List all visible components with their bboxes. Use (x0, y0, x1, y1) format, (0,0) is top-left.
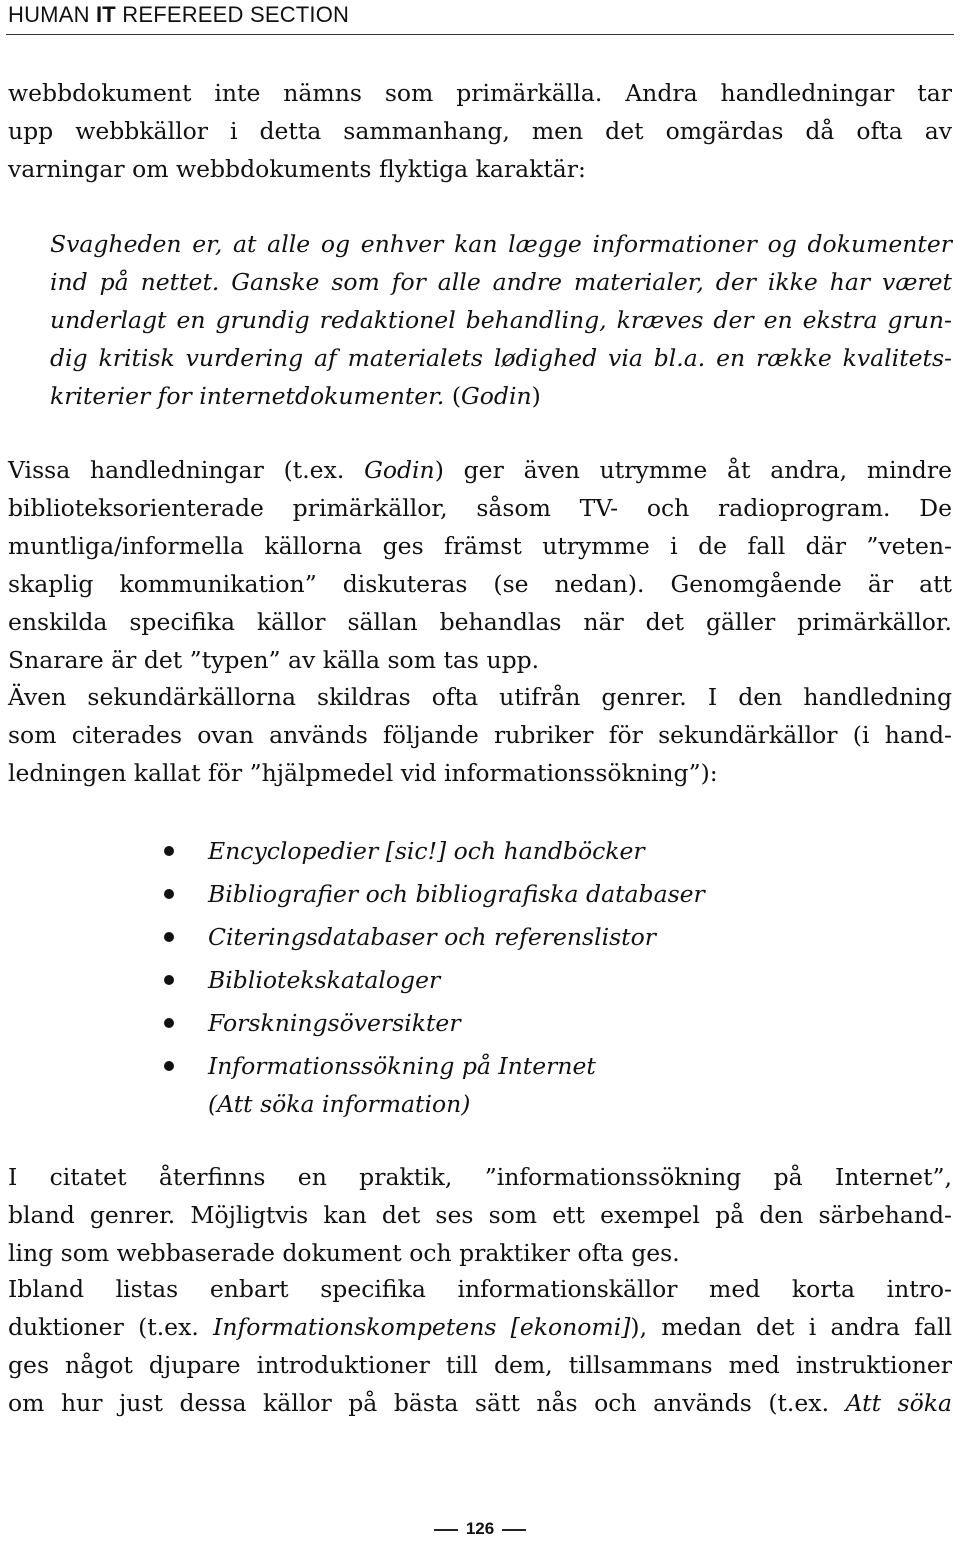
text-line: som citerades ovan används följande rubriker för sekundärkällor (i hand- (8, 721, 952, 749)
footer-rule-right (502, 1529, 526, 1531)
bullet-icon (164, 1061, 174, 1071)
text-line: upp webbkällor i detta sammanhang, men det omgärdas då ofta av (8, 117, 952, 145)
text-run: ), medan det i andra fall (630, 1313, 952, 1341)
list-item (0, 1049, 960, 1087)
bullet-icon (164, 1018, 174, 1028)
text-run: ) ger även utrymme åt andra, mindre (434, 456, 952, 484)
author-ref: Godin (364, 456, 435, 484)
page-number: 126 (465, 1519, 495, 1538)
list-item (0, 920, 960, 963)
paragraph-4 (8, 1158, 952, 1272)
header-prefix: HUMAN (8, 2, 96, 27)
list-item-continuation (0, 1087, 960, 1130)
text-line: ges något djupare introduktioner till dem, tillsammans med instruktioner (8, 1351, 952, 1379)
text-line (8, 1384, 952, 1422)
text-line: webbdokument inte nämns som primärkälla. Andra handledningar tar (8, 79, 952, 107)
text-line (8, 451, 952, 489)
cite-open: ( (444, 382, 461, 410)
header-it: IT (95, 2, 116, 27)
header-suffix: REFEREED SECTION (115, 2, 350, 27)
text-line: ling som webbaserade dokument och praktiker ofta ges. (8, 1239, 680, 1267)
list-item (0, 834, 960, 877)
text-line (8, 1308, 952, 1346)
paragraph-1 (8, 74, 952, 188)
bullet-icon (164, 975, 174, 985)
paragraph-2 (8, 451, 952, 679)
text-line: skaplig kommunikation” diskuteras (se nedan). Genomgående är att (8, 570, 952, 598)
header-rule (6, 34, 954, 35)
quote-line: Svagheden er, at alle og enhver kan lægge informationer og dokumenter (50, 230, 952, 258)
quote-line: dig kritisk vurdering af materialets lødighed via bl.a. en række kvalitets- (50, 344, 952, 372)
list-item-text: Bibliotekskataloger (208, 966, 441, 994)
block-quote (50, 225, 952, 415)
source-ref: Informationskompetens [ekonomi] (213, 1313, 631, 1341)
text-run: duktioner (t.ex. (8, 1313, 214, 1341)
list-item (0, 1006, 960, 1049)
list-item-text: Encyclopedier [sic!] och handböcker (208, 837, 645, 865)
genre-list (0, 834, 960, 1130)
text-line: biblioteksorienterade primärkällor, såsom TV- och radioprogram. De (8, 494, 952, 522)
bullet-icon (164, 889, 174, 899)
source-ref: Att söka (845, 1389, 952, 1417)
text-line: I citatet återfinns en praktik, ”informationssökning på Internet”, (8, 1163, 952, 1191)
text-line: muntliga/informella källorna ges främst utrymme i de fall där ”veten- (8, 532, 952, 560)
list-item (0, 877, 960, 920)
text-line: Snarare är det ”typen” av källa som tas upp. (8, 646, 540, 674)
list-item-text: Citeringsdatabaser och referenslistor (208, 923, 656, 951)
running-header (8, 2, 952, 34)
bullet-icon (164, 932, 174, 942)
text-run: Vissa handledningar (t.ex. (8, 456, 365, 484)
text-line: ledningen kallat för ”hjälpmedel vid informationssökning”): (8, 759, 718, 787)
list-item-text: Bibliografier och bibliografiska databaser (208, 880, 705, 908)
list-item-text: Informationssökning på Internet (208, 1052, 596, 1080)
cite-close: ) (531, 382, 541, 410)
paragraph-5 (8, 1270, 952, 1422)
text-line: Ibland listas enbart specifika informationskällor med korta intro- (8, 1275, 952, 1303)
quote-line-last (50, 377, 952, 415)
text-line: enskilda specifika källor sällan behandlas när det gäller primärkällor. (8, 608, 952, 636)
text-line: varningar om webbdokuments flyktiga karaktär: (8, 155, 586, 183)
page-footer (430, 1516, 530, 1542)
quote-line: ind på nettet. Ganske som for alle andre materialer, der ikke har været (50, 268, 952, 296)
bullet-icon (164, 846, 174, 856)
quote-text: kriterier for internetdokumenter. (50, 382, 445, 410)
text-line: bland genrer. Möjligtvis kan det ses som ett exempel på den särbehand- (8, 1201, 952, 1229)
list-item-text: Forskningsöversikter (208, 1009, 461, 1037)
list-item-subtext: (Att söka information) (208, 1090, 471, 1118)
footer-rule-left (434, 1529, 458, 1531)
quote-line: underlagt en grundig redaktionel behandling, kræves der en ekstra grun- (50, 306, 952, 334)
text-run: om hur just dessa källor på bästa sätt nås och används (t.ex. (8, 1389, 846, 1417)
paragraph-3 (8, 678, 952, 792)
list-item (0, 963, 960, 1006)
text-line: Även sekundärkällorna skildras ofta utifrån genrer. I den handledning (8, 683, 952, 711)
cite-author: Godin (460, 382, 532, 410)
